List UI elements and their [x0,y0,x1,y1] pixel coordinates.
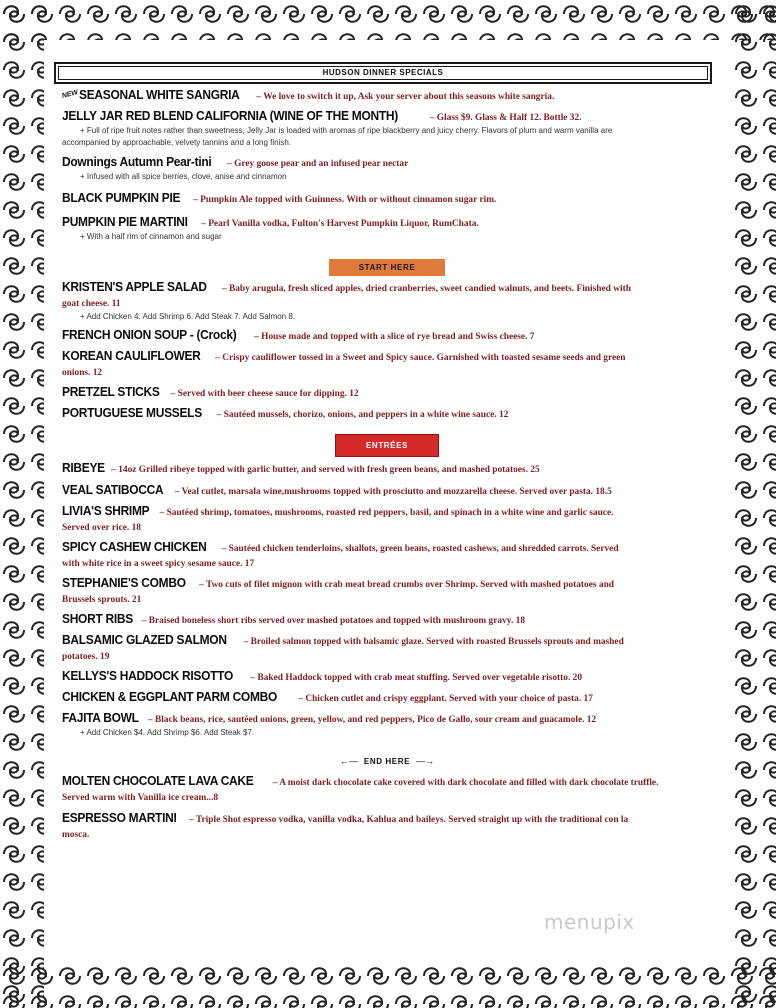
header-box [54,62,712,84]
item-name: JELLY JAR RED BLEND CALIFORNIA (WINE OF THE MONTH) [62,108,398,123]
item-description: – Served with beer cheese sauce for dipping. 12 [170,389,359,399]
menu-item-livias-shrimp [62,504,712,535]
item-description: – Baked Haddock topped with crab meat stuffing. Served over vegetable risotto. 20 [250,673,583,683]
item-name: KOREAN CAULIFLOWER [62,348,201,363]
ornamental-border-left [0,0,44,1008]
arrow-left-icon: ←— [339,756,358,766]
item-description-cont: mosca. [62,830,90,840]
menu-item-espresso-martini [62,811,712,842]
item-name: STEPHANIE'S COMBO [62,575,186,590]
item-description: – Glass $9. Glass & Half 12. Bottle 32. [429,113,582,123]
item-name: KRISTEN'S APPLE SALAD [62,279,207,294]
item-description: – Black beans, rice, sautéed onions, green, yellow, and red peppers, Pico de Gallo, sour cream and guacamole. 12 [147,715,597,725]
item-name: RIBEYE [62,460,105,475]
item-description-cont: potatoes. 19 [62,652,110,662]
item-description: – Sautéed chicken tenderloins, shallots, green beans, roasted cashews, and shredded carrots. Served [221,544,619,554]
item-description: – Triple Shot espresso vodka, vanilla vodka, Kahlua and baileys. Served straight up with the traditional con la [189,815,629,825]
item-description: – We love to switch it up, Ask your server about this seasons white sangria. [256,92,555,102]
item-note: + Infused with all spice berries, clove, anise and cinnamon [80,172,287,181]
menu-item-ribeye [62,461,712,477]
item-note: + Full of ripe fruit notes rather than sweetness, Jelly Jar is loaded with aromas of ripe blackberry and juicy cherry. Flavors of plum and warm vanilla are [80,126,613,135]
item-name: SPICY CASHEW CHICKEN [62,539,207,554]
menu-item-pear-tini [62,155,712,183]
menu-item-korean-cauliflower [62,349,712,380]
item-description-cont: goat cheese. 11 [62,299,121,309]
start-here-banner: START HERE [329,259,446,276]
item-name: MOLTEN CHOCOLATE LAVA CAKE [62,773,254,788]
menu-item-jelly-jar [62,109,712,149]
menu-item-apple-salad [62,280,712,323]
item-description: – Crispy cauliflower tossed in a Sweet and Spicy sauce. Garnished with toasted sesame seeds and green [215,353,626,363]
item-description: – Pearl Vanilla vodka, Fulton's Harvest Pumpkin Liquor, RumChata. [201,219,479,229]
item-name: Downings Autumn Pear-tini [62,154,212,169]
item-name: KELLYS'S HADDOCK RISOTTO [62,668,233,683]
end-here-label: END HERE [363,757,411,766]
item-description: – 14oz Grilled ribeye topped with garlic butter, and served with fresh green beans, and mashed potatoes. 25 [111,465,540,475]
menu-item-balsamic-glazed-salmon [62,633,712,664]
menu-item-pretzel-sticks [62,385,712,401]
item-name: FAJITA BOWL [62,710,139,725]
item-name: LIVIA'S SHRIMP [62,503,150,518]
menu-item-haddock-risotto [62,669,712,685]
item-description: – Pumpkin Ale topped with Guinness. With or without cinnamon sugar rim. [193,195,497,205]
watermark: menupix [544,910,635,934]
ornamental-border-bottom [0,962,776,1008]
item-description-cont: onions. 12 [62,368,103,378]
menu-item-portuguese-mussels [62,406,712,422]
item-name: BALSAMIC GLAZED SALMON [62,632,227,647]
item-name: PORTUGUESE MUSSELS [62,405,202,420]
item-name: BLACK PUMPKIN PIE [62,190,181,205]
item-description: – Grey goose pear and an infused pear nectar [227,159,409,169]
item-name: VEAL SATIBOCCA [62,482,164,497]
item-description: – Braised boneless short ribs served over mashed potatoes and topped with mushroom gravy. 18 [141,616,526,626]
item-note: + With a half rim of cinnamon and sugar [80,232,222,241]
item-description: – Veal cutlet, marsala wine,mushrooms topped with prosciutto and mozzarella cheese. Served over pasta. 18.5 [174,487,612,497]
item-description: – House made and topped with a slice of rye bread and Swiss cheese. 7 [254,332,535,342]
menu-item-spicy-cashew-chicken [62,540,712,571]
menu-item-french-onion-soup [62,328,712,344]
item-description: – Sautéed shrimp, tomatoes, mushrooms, roasted red peppers, basil, and spinach in a white wine and garlic sauce. [159,508,614,518]
item-note: + Add Chicken 4. Add Shrimp 6. Add Steak 7. Add Salmon 8. [80,312,296,321]
new-badge: NEW [61,89,79,100]
menu-item-short-ribs [62,612,712,628]
item-description-cont: Served over rice. 18 [62,523,141,533]
menu-content [62,88,712,842]
page-title: HUDSON DINNER SPECIALS [322,68,444,77]
menu-item-lava-cake [62,774,712,805]
menu-item-pumpkin-pie-martini [62,215,712,243]
menu-item-stephanies-combo [62,576,712,607]
item-name: FRENCH ONION SOUP - (Crock) [62,327,237,342]
item-name: SEASONAL WHITE SANGRIA [79,87,240,102]
menu-item-black-pumpkin-pie [62,191,712,207]
item-description: – Chicken cutlet and crispy eggplant. Served with your choice of pasta. 17 [298,694,593,704]
item-name: ESPRESSO MARTINI [62,810,177,825]
section-entrees [62,434,712,456]
item-description-cont: Brussels sprouts. 21 [62,595,142,605]
item-description: – Broiled salmon topped with balsamic glaze. Served with roasted Brussels sprouts and mashed [243,637,624,647]
item-description: – A moist dark chocolate cake covered with dark chocolate and filled with dark chocolate truffle. [272,778,659,788]
item-name: PUMPKIN PIE MARTINI [62,214,188,229]
item-description-cont: with white rice in a sweet spicy sesame sauce. 17 [62,559,255,569]
ornamental-border-top [0,0,776,40]
menu-item-chicken-eggplant-parm [62,690,712,706]
item-name: PRETZEL STICKS [62,384,160,399]
entrees-banner: ENTRÉES [335,434,439,457]
item-note: + Add Chicken $4. Add Shrimp $6. Add Steak $7. [80,728,255,737]
menu-item-seasonal-white-sangria [62,88,712,105]
item-name: SHORT RIBS [62,611,133,626]
item-note: accompanied by approachable, velvety tannins and a long finish. [62,138,292,147]
item-description: – Sautéed mussels, chorizo, onions, and peppers in a white wine sauce. 12 [216,410,509,420]
item-description: – Baby arugula, fresh sliced apples, dried cranberries, sweet candied walnuts, and beets. Finished with [221,284,631,294]
item-name: CHICKEN & EGGPLANT PARM COMBO [62,689,278,704]
section-start-here [62,257,712,275]
menu-item-veal-satibocca [62,483,712,499]
ornamental-border-right [732,0,776,1008]
item-description-cont: Served warm with Vanilla ice cream...8 [62,793,219,803]
menu-item-fajita-bowl [62,711,712,739]
arrow-right-icon: —→ [416,756,435,766]
item-description: – Two cuts of filet mignon with crab meat bread crumbs over Shrimp. Served with mashed potatoes and [199,580,615,590]
section-end-here [62,751,712,769]
